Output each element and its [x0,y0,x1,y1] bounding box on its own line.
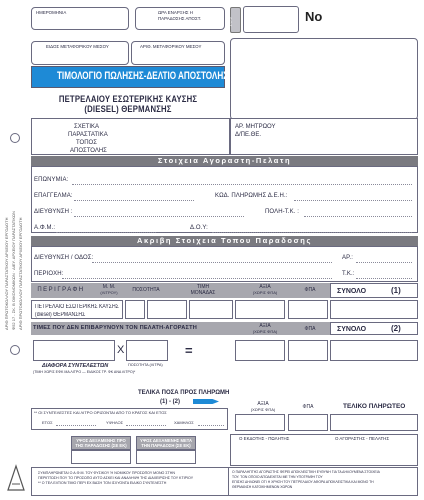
issuer-box[interactable] [230,38,418,120]
delivery-address-label: ΔΙΕΥΘΥΝΣΗ / ΟΔΟΣ: [34,255,94,261]
low-field[interactable] [198,425,224,426]
start-time-label: ΩΡΑ ΕΝΑΡΞΗΣ Η [158,10,193,15]
total-cell[interactable] [330,300,418,319]
vehicle-number-label: ΑΡΙΘ. ΜΕΤΑΦΟΡΙΚΟΥ ΜΕΣΟΥ [140,44,202,49]
delivery-zip-label: Τ.Κ.: [342,271,355,277]
tank-before-label-2: ΤΗΣ ΠΑΡΑΔΟΣΗΣ (ΣΕ ΕΚ) [75,443,127,448]
buyer-section-title: Στοιχεια Αγοραστη-Πελατη [31,156,418,166]
related-docs-line-4: ΑΠΟΣΤΟΛΗΣ [70,148,107,154]
footer-right-4: ΘΕΡΜΑΝΣΗ ΚΑΤΟΙΚΗΜΕΝΩΝ ΧΩΡΩΝ [232,485,293,489]
delivery-zip-field[interactable] [356,278,412,279]
prices-total: ΣΥΝΟΛΟ [337,326,367,333]
tank-after-header [136,436,196,450]
delivery-section-title: Ακριβη Στοιχεια Τοπου Παραδοσης [31,236,418,246]
doy-label: Δ.Ο.Υ: [190,225,208,231]
difference-cell[interactable] [33,340,115,361]
code-text: 1-2-3 [227,17,233,27]
state-note: ** ΟΙ ΣΥΝΤΕΛΕΣΤΕΣ ΚΑΙ ΛΙΤΡΟ ΟΡΙΖΟΝΤΑΙ ΑΠΟ ΤΟ ΚΡΑΤΟΣ ΚΑΙ ΕΤΟΣ [34,410,167,415]
delivery-number-label: ΑΡ.: [342,255,353,261]
buyer-name-label: ΕΠΩΝΥΜΙΑ: [34,177,69,183]
tank-after-label: ΥΨΟΣ ΔΕΞΑΜΕΝΗΣ ΜΕΤΑ [139,438,193,443]
payable-vat-cell[interactable] [288,414,328,431]
buyer-name-field[interactable] [72,184,412,185]
difference-label: ΔΙΑΦΟΡΑ ΣΥΝΤΕΛΕΣΤΩΝ [42,363,109,369]
city-zip-field[interactable] [304,216,412,217]
payable-formula: (1) - (2) [160,399,180,405]
binding-hole [10,133,20,143]
footer-right-3: ΕΠΙΣΗΣ ΔΗΛΩΝΕΙ ΟΤΙ Η ΧΡΗΣΗ ΤΟΥ ΠΕΤΡΕΛΑΙΟΥ ΑΦΟΡΑ ΑΠΟΚΛΕΙΣΤΙΚΑ ΚΑΙ ΜΟΝΟ ΤΗ [232,480,374,484]
buyer-section [31,166,418,233]
high-label: ΥΨΗΛΟΣ [106,420,124,425]
payable-arrow [193,399,219,404]
high-field[interactable] [126,425,166,426]
unit-cell[interactable] [125,300,145,319]
col-vat: ΦΠΑ [304,287,316,293]
city-zip-label: ΠΟΛΗ-Τ.Κ. : [265,209,300,215]
start-time-box[interactable] [135,7,225,30]
delivery-section [31,246,418,282]
prices-value: ΑΞΙΑ [259,323,271,329]
delivery-address-field[interactable] [92,262,332,263]
col-price-sub: ΜΟΝΑΔΑΣ [190,290,216,296]
prices-total-box [330,322,418,335]
side-print-text: Φ52 17 - ΣΚ. Β ΟΙΚΟΝΟΜΙΚΩΝ · ΔΙΕΥ. ΑΡΧΕΙΟΥ ΠΑΡΑΣΤΑΤΙΚΩΝ [11,211,16,330]
col-unit: Μ. Μ. [102,284,116,290]
tank-before-label: ΥΨΟΣ ΔΕΞΑΜΕΝΗΣ ΠΡΟ [76,438,126,443]
col-unit-sub: (ΛΙΤΡΟΥ) [100,290,118,295]
tank-after-cell[interactable] [136,450,196,464]
footer-right-1: Ο ΠΑΡΑΛΗΠΤΗΣ ΑΓΟΡΑΣΤΗΣ ΦΕΡΕΙ ΑΠΟΚΛΕΙΣΤΙΚΗ ΕΥΘΥΝΗ ΓΙΑ ΤΑ ΔΗΛΟΥΜΕΝΑ ΣΤΟΙΧΕΙΑ [232,470,380,474]
col-total-num: (1) [391,286,401,295]
payable-value-sub: (ΧΩΡΙΣ ΦΠΑ) [250,407,276,412]
total-header-box [330,283,418,298]
col-total: ΣΥΝΟΛΟ [337,288,367,295]
vehicle-type-box[interactable] [31,41,129,65]
low-label: ΧΑΜΗΛΟΣ [174,420,194,425]
year-label: ΕΤΟΣ [42,420,53,425]
binding-hole [10,345,20,355]
final-payable-label: ΤΕΛΙΚΟ ΠΛΗΡΩΤΕΟ [343,403,406,410]
related-docs-line-3: ΤΟΠΟΣ [76,140,97,146]
buyer-profession-label: ΕΠΑΓΓΕΛΜΑ: [34,193,73,199]
delivery-area-label: ΠΕΡΙΟΧΗ: [34,271,64,277]
related-documents-box[interactable] [31,118,230,155]
side-print-text: ΑΡΙΘ ΠΡΩΤΟΚΟΛΛΟΥ ΠΑΡΑΣΤΑΤΙΚΟΥ ΑΡΧΕΙΟΥ ΕΡΓΟΔΟΤΗ [4,217,9,330]
doy-field[interactable] [212,232,412,233]
payable-title: ΤΕΛΙΚΑ ΠΟΣΑ ΠΡΟΣ ΠΛΗΡΩΜΗ [138,390,230,396]
prices-total-num: (2) [391,324,401,333]
tank-after-label-2: ΤΗΝ ΠΑΡΑΔΟΣΗ (ΣΕ ΕΚ) [141,443,191,448]
product-name-1: ΠΕΤΡΕΛΑΙΟ ΕΣΩΤΕΡΙΚΗΣ ΚΑΥΣΗΣ [35,304,119,310]
col-qty: ΠΟΣΟΤΗΤΑ [132,287,160,293]
document-subtitle-1: ΠΕΤΡΕΛΑΙΟΥ ΕΣΩΤΕΡΙΚΗΣ ΚΑΥΣΗΣ [58,94,198,104]
no-label: No [305,9,323,24]
signature-area[interactable] [230,434,418,466]
footer-left-3: ** Ο ΤΕΛ ΕΛΤΙΟΝ ΤΙΜΟ ΠΕΡΙ ΕΧ ΒΑΣΗ ΤΟΝ ΙΣΧΥΟΝΤΑ ΕΙΔΙΚΟ ΣΥΝΤΕΛΕΣΤΗ [38,481,167,485]
related-docs-line-2: ΠΑΡΑΣΤΑΤΙΚΑ [68,132,108,138]
difference-note: (ΤΙΜΗ ΧΩΡΙΣ ΕΦΚ ΜΑ ΛΙΤΡΟ — ΕΙΔΙΚΟΣ ΤΡ. ΦΚ ΑΝΑ ΛΙΤΡΟ)* [33,370,136,374]
payable-vat: ΦΠΑ [302,404,314,410]
qty-note: ΠΟΣΟΤΗΤΑ (ΛΙΤΡΑ) [128,363,163,367]
result-total-cell[interactable] [330,340,418,361]
delivery-number-field[interactable] [356,262,412,263]
delivery-area-field[interactable] [62,278,332,279]
col-value: ΑΞΙΑ [259,284,271,290]
dei-code-field[interactable] [294,200,412,201]
buyer-signature-label: Ο ΑΓΟΡΑΣΤΗΣ - ΠΕΛΑΤΗΣ [335,436,390,441]
product-name-2: (diesel) ΘΕΡΜΑΝΣΗΣ [35,312,86,318]
related-docs-line-1: ΣΧΕΤΙΚΑ [74,124,100,130]
buyer-address-label: ΔΙΕΥΘΥΝΣΗ : [34,209,73,215]
price-cell[interactable] [189,300,233,319]
col-price: ΤΙΜΗ [196,284,210,290]
code-stamp [227,7,241,33]
registry-label-2: Δ/ΠΕ.ΘΕ. [235,132,262,138]
col-value-sub: (ΧΩΡΙΣ ΦΠΑ) [252,290,278,295]
registry-box[interactable] [230,118,418,155]
prices-vat: ΦΠΑ [304,326,316,332]
times-sign: X [117,344,125,356]
liters-cell[interactable] [126,340,168,361]
document-title: ΤΙΜΟΛΟΓΙΟ ΠΩΛΗΣΗΣ-ΔΕΛΤΙΟ ΑΠΟΣΤΟΛΗΣ [56,70,229,82]
final-payable-cell[interactable] [330,414,418,431]
prices-value-sub: (ΧΩΡΙΣ ΦΠΑ) [252,329,278,334]
product-cell[interactable] [31,300,123,319]
date-label: ΗΜΕΡΟΜΗΝΙΑ [36,10,67,15]
payable-value: ΑΞΙΑ [257,401,269,407]
number-box[interactable] [243,6,299,33]
footer-left-2: ΠΕΡΙΠΤΩΣΗ ΠΟΥ ΤΟ ΠΡΟΣΩΠΟ ΑΥΤΟ ΑΣΚΕΙ ΚΑΙ ΑΝΑΛΗΨΗ ΤΗΣ ΔΙΑΧΕΙΡΙΣΗΣ ΤΟΥ ΚΤΙΡΙΟΥ [38,476,194,480]
prices-title: ΤΙΜΕΣ ΠΟΥ ΔΕΝ ΕΠΙΒΑΡΥΝΟΥΝ ΤΟΝ ΠΕΛΑΤΗ-ΑΓΟΡΑΣΤΗ [33,325,197,331]
tank-before-cell[interactable] [71,450,131,464]
afm-field[interactable] [56,232,156,233]
vat-cell[interactable] [288,300,328,319]
afm-label: Α.Φ.Μ.: [34,225,56,231]
issuer-signature-label: Ο ΕΚΔΟΤΗΣ - ΠΩΛΗΤΗΣ [239,436,290,441]
dei-code-label: ΚΩΔ. ΠΛΗΡΩΜΗΣ Δ.Ε.Η.: [215,193,288,199]
buyer-profession-field[interactable] [74,200,194,201]
side-print-text: ΑΡΙΘ ΠΡΩΤΟΚΟΛΛΟΥ ΠΑΡΑΣΤΑΤΙΚΟΥ ΑΡΧΕΙΟΥ ΕΡΓΟΔΟΤΗ [18,217,23,330]
vehicle-number-box[interactable] [131,41,225,65]
tank-before-header [71,436,131,450]
col-description: ΠΕΡΙΓΡΑΦΗ [37,287,85,293]
start-time-label-2: ΠΑΡΑΔΟΣΗΣ ΑΠΟΣΤ. [158,16,202,21]
payable-value-cell[interactable] [235,414,285,431]
footer-box [31,467,418,496]
footer-divider [228,468,229,495]
state-note-box [31,408,228,430]
registry-label-1: ΑΡ. ΜΗΤΡΩΟΥ [235,124,276,130]
qty-cell[interactable] [147,300,187,319]
result-value-cell[interactable] [235,340,285,361]
year-field[interactable] [56,425,96,426]
document-title-bar [31,66,229,88]
equals-sign: = [185,343,193,358]
footer-left-1: ΣΥΜΠΛΗΡΩΝΕΤΑΙ Ο Α.Φ.Μ. ΤΟΥ ΦΥΣΙΚΟΥ Ή ΝΟΜΙΚΟΥ ΠΡΟΣΩΠΟΥ ΜΟΝΟ ΣΤΗΝ [38,471,175,475]
printer-logo-icon [6,462,26,492]
vehicle-type-label: ΕΙΔΟΣ ΜΕΤΑΦΟΡΙΚΟΥ ΜΕΣΟΥ [46,44,109,49]
value-cell[interactable] [235,300,285,319]
date-box[interactable] [31,7,129,30]
document-subtitle-2: (DIESEL) ΘΕΡΜΑΝΣΗΣ [84,104,172,114]
footer-right-2: ΤΟΥ. ΤΟΝ ΟΠΟΙΟ ΑΠΟΔΕΧΕΤΑΙ ΜΕ ΤΗΝ ΥΠΟΓΡΑΦΗ ΤΟΥ [232,475,323,479]
result-vat-cell[interactable] [288,340,328,361]
buyer-address-field[interactable] [74,216,244,217]
